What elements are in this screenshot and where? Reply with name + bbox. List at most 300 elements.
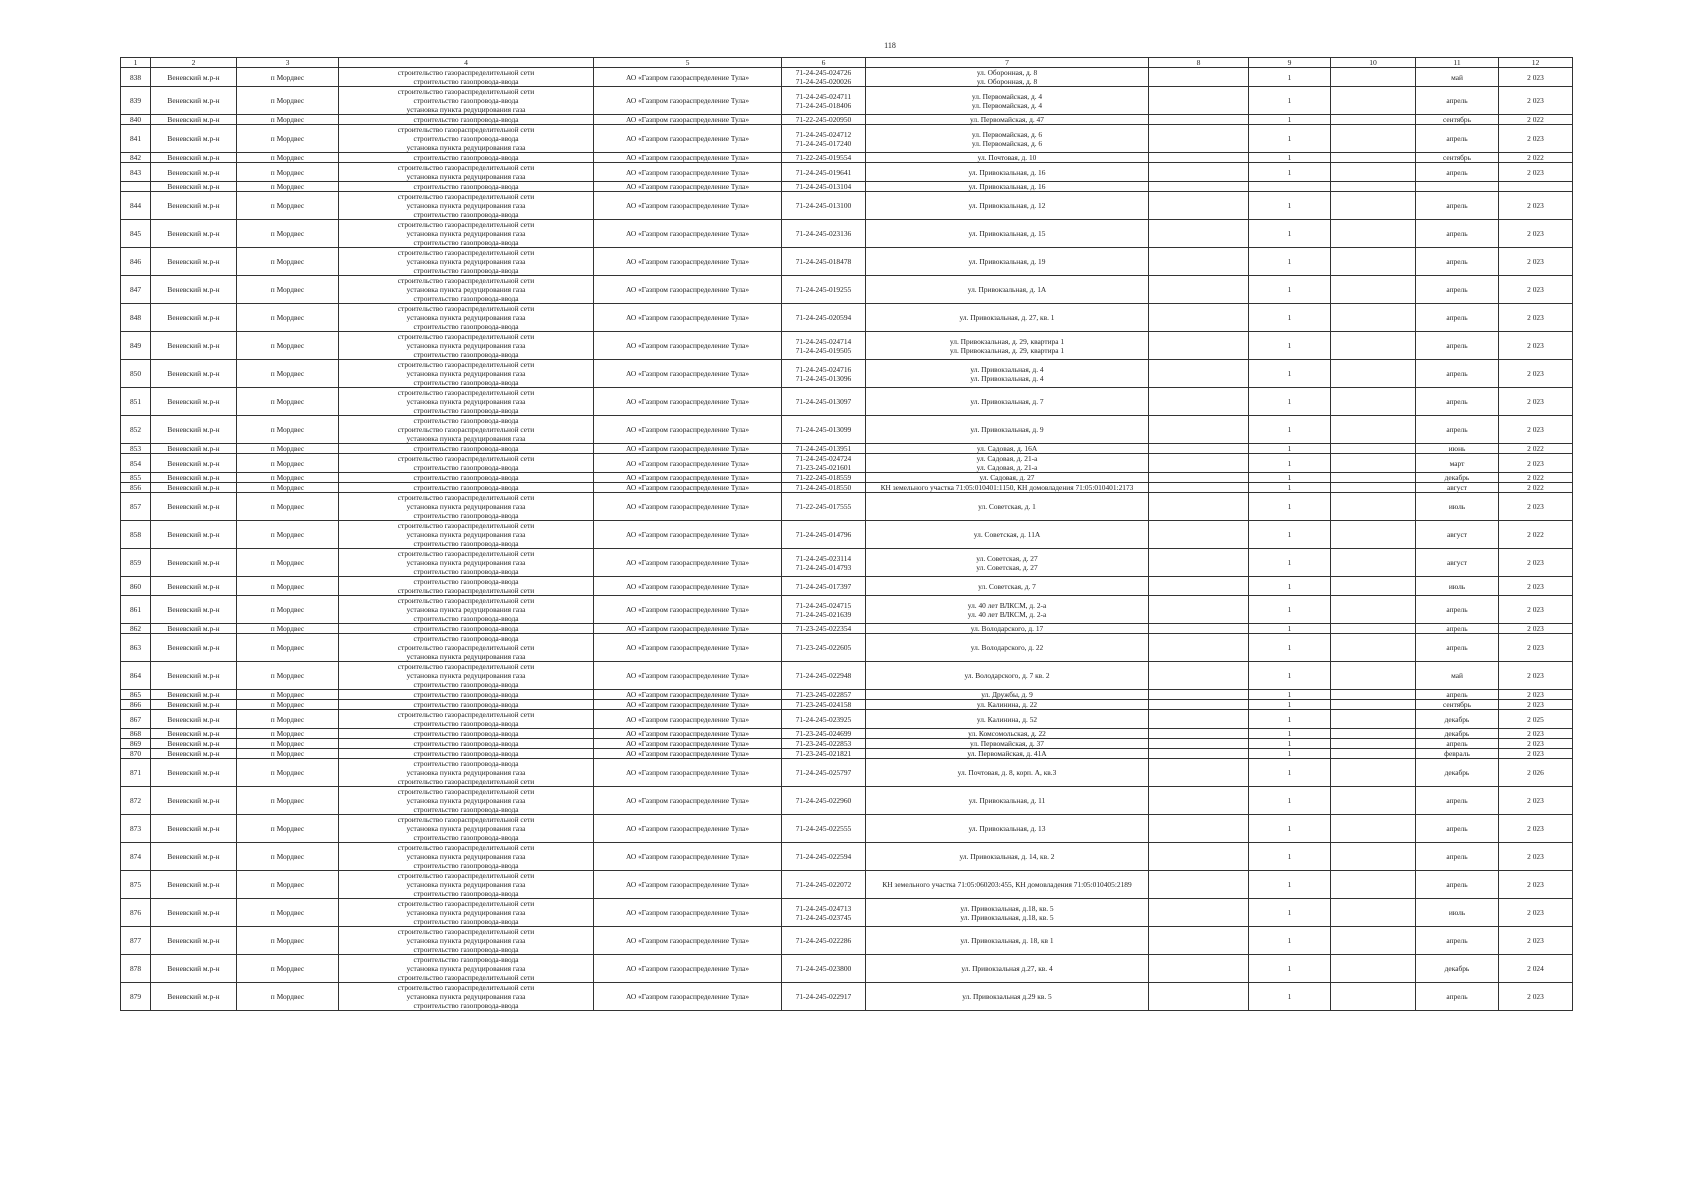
col10 <box>1331 710 1416 729</box>
code-line: 71-24-245-022286 <box>795 936 852 945</box>
work-type-line: строительство газораспределительной сети <box>397 125 535 134</box>
organization: АО «Газпром газораспределение Тула» <box>594 815 782 843</box>
district: Веневский м.р-н <box>151 787 237 815</box>
address-line: ул. Володарского, д. 17 <box>970 624 1044 633</box>
year: 2 023 <box>1499 454 1573 473</box>
table-row <box>121 634 1573 662</box>
work-type-line: строительство газораспределительной сети <box>397 87 535 96</box>
code-line: 71-24-245-018550 <box>795 483 852 492</box>
code-line: 71-22-245-020950 <box>795 115 852 124</box>
work-type <box>339 955 594 983</box>
table-row <box>121 483 1573 493</box>
district: Веневский м.р-н <box>151 87 237 115</box>
code <box>782 87 866 115</box>
code <box>782 549 866 577</box>
header-row <box>121 58 1573 68</box>
code <box>782 729 866 739</box>
work-type <box>339 125 594 153</box>
year: 2 023 <box>1499 248 1573 276</box>
organization: АО «Газпром газораспределение Тула» <box>594 634 782 662</box>
district: Веневский м.р-н <box>151 248 237 276</box>
month: апрель <box>1416 276 1499 304</box>
table-row <box>121 163 1573 182</box>
month: август <box>1416 549 1499 577</box>
work-type <box>339 304 594 332</box>
code <box>782 843 866 871</box>
locality: п Мордвес <box>237 927 339 955</box>
month: апрель <box>1416 416 1499 444</box>
col8 <box>1149 815 1249 843</box>
work-type-line: установка пункта редуцирования газа <box>406 502 526 511</box>
entry-number: 846 <box>121 248 151 276</box>
address-line: ул. Первомайская, д. 37 <box>970 739 1044 748</box>
code <box>782 759 866 787</box>
work-type-line: строительство газопровода-ввода <box>413 749 519 758</box>
locality: п Мордвес <box>237 304 339 332</box>
code-line: 71-24-245-013097 <box>795 397 852 406</box>
address <box>866 710 1149 729</box>
month: декабрь <box>1416 759 1499 787</box>
locality: п Мордвес <box>237 521 339 549</box>
count: 1 <box>1249 416 1331 444</box>
work-type-line: строительство газораспределительной сети <box>397 220 535 229</box>
col8 <box>1149 739 1249 749</box>
month: сентябрь <box>1416 153 1499 163</box>
locality: п Мордвес <box>237 634 339 662</box>
entry-number: 867 <box>121 710 151 729</box>
col8 <box>1149 787 1249 815</box>
district: Веневский м.р-н <box>151 521 237 549</box>
entry-number: 845 <box>121 220 151 248</box>
col8 <box>1149 662 1249 690</box>
year: 2 023 <box>1499 899 1573 927</box>
col8 <box>1149 843 1249 871</box>
code-line: 71-24-245-024714 <box>795 336 852 346</box>
table-row <box>121 899 1573 927</box>
locality: п Мордвес <box>237 87 339 115</box>
code <box>782 220 866 248</box>
work-type-line: строительство газопровода-ввода <box>413 680 519 689</box>
address <box>866 729 1149 739</box>
district: Веневский м.р-н <box>151 304 237 332</box>
column-header: 2 <box>151 58 237 68</box>
work-type-line: строительство газопровода-ввода <box>413 238 519 247</box>
work-type <box>339 549 594 577</box>
month: май <box>1416 68 1499 87</box>
code <box>782 710 866 729</box>
code-line: 71-24-245-014793 <box>795 562 852 572</box>
work-type-line: строительство газопровода-ввода <box>413 473 519 482</box>
col10 <box>1331 332 1416 360</box>
count: 1 <box>1249 624 1331 634</box>
entry-number: 841 <box>121 125 151 153</box>
code <box>782 153 866 163</box>
count: 1 <box>1249 787 1331 815</box>
work-type <box>339 739 594 749</box>
table-row <box>121 332 1573 360</box>
count: 1 <box>1249 444 1331 454</box>
col10 <box>1331 634 1416 662</box>
month: апрель <box>1416 596 1499 624</box>
entry-number: 871 <box>121 759 151 787</box>
district: Веневский м.р-н <box>151 483 237 493</box>
locality: п Мордвес <box>237 624 339 634</box>
count: 1 <box>1249 304 1331 332</box>
organization: АО «Газпром газораспределение Тула» <box>594 759 782 787</box>
count: 1 <box>1249 729 1331 739</box>
address-line: ул. Советская, д. 27 <box>976 562 1038 572</box>
locality: п Мордвес <box>237 182 339 192</box>
address-line: ул. Советская, д. 27 <box>976 553 1038 563</box>
month: апрель <box>1416 192 1499 220</box>
work-type-line: строительство газопровода-ввода <box>413 77 519 86</box>
work-type-line: строительство газопровода-ввода <box>413 294 519 303</box>
col8 <box>1149 125 1249 153</box>
entry-number: 844 <box>121 192 151 220</box>
code <box>782 983 866 1011</box>
col8 <box>1149 899 1249 927</box>
month: июль <box>1416 899 1499 927</box>
work-type-line: установка пункта редуцирования газа <box>406 605 526 614</box>
month: июнь <box>1416 444 1499 454</box>
entry-number: 865 <box>121 690 151 700</box>
entry-number: 858 <box>121 521 151 549</box>
district: Веневский м.р-н <box>151 690 237 700</box>
address <box>866 153 1149 163</box>
code <box>782 68 866 87</box>
work-type-line: строительство газопровода-ввода <box>413 719 519 728</box>
year: 2 025 <box>1499 710 1573 729</box>
address-line: ул. Калинина, д. 22 <box>976 700 1038 709</box>
entry-number: 839 <box>121 87 151 115</box>
work-type-line: установка пункта редуцирования газа <box>406 257 526 266</box>
entry-number: 870 <box>121 749 151 759</box>
year: 2 023 <box>1499 624 1573 634</box>
table-row <box>121 577 1573 596</box>
month: апрель <box>1416 332 1499 360</box>
work-type-line: строительство газораспределительной сети <box>397 815 535 824</box>
entry-number: 853 <box>121 444 151 454</box>
entry-number: 851 <box>121 388 151 416</box>
year: 2 023 <box>1499 787 1573 815</box>
organization: АО «Газпром газораспределение Тула» <box>594 248 782 276</box>
locality: п Мордвес <box>237 739 339 749</box>
code-line: 71-24-245-022960 <box>795 796 852 805</box>
col10 <box>1331 360 1416 388</box>
code-line: 71-24-245-013100 <box>795 201 852 210</box>
count <box>1249 182 1331 192</box>
entry-number: 848 <box>121 304 151 332</box>
work-type-line: строительство газопровода-ввода <box>413 805 519 814</box>
work-type <box>339 454 594 473</box>
code <box>782 577 866 596</box>
table-row <box>121 388 1573 416</box>
work-type-line: строительство газораспределительной сети <box>397 927 535 936</box>
year <box>1499 182 1573 192</box>
month: июль <box>1416 493 1499 521</box>
code <box>782 927 866 955</box>
table-row <box>121 182 1573 192</box>
col8 <box>1149 483 1249 493</box>
district: Веневский м.р-н <box>151 871 237 899</box>
district: Веневский м.р-н <box>151 927 237 955</box>
code <box>782 662 866 690</box>
table-row <box>121 662 1573 690</box>
address <box>866 182 1149 192</box>
address-line: ул. Привокзальная, д. 29, квартира 1 <box>949 336 1065 346</box>
district: Веневский м.р-н <box>151 153 237 163</box>
work-type-line: строительство газопровода-ввода <box>413 210 519 219</box>
locality: п Мордвес <box>237 690 339 700</box>
entry-number: 866 <box>121 700 151 710</box>
table-row <box>121 624 1573 634</box>
work-type-line: строительство газопровода-ввода <box>413 729 519 738</box>
work-type-line: строительство газопровода-ввода <box>413 577 519 586</box>
col8 <box>1149 690 1249 700</box>
entry-number: 856 <box>121 483 151 493</box>
col8 <box>1149 473 1249 483</box>
address <box>866 624 1149 634</box>
work-type <box>339 416 594 444</box>
address <box>866 787 1149 815</box>
code-line: 71-23-245-022605 <box>795 643 852 652</box>
work-type-line: строительство газопровода-ввода <box>413 700 519 709</box>
locality: п Мордвес <box>237 444 339 454</box>
work-type-line: строительство газопровода-ввода <box>413 483 519 492</box>
address-line: ул. Привокзальная, д. 1А <box>967 285 1047 294</box>
code-line: 71-24-245-013951 <box>795 444 852 453</box>
code-line: 71-24-245-018478 <box>795 257 852 266</box>
count: 1 <box>1249 871 1331 899</box>
entry-number: 861 <box>121 596 151 624</box>
count: 1 <box>1249 248 1331 276</box>
district: Веневский м.р-н <box>151 68 237 87</box>
month: апрель <box>1416 388 1499 416</box>
code-line: 71-22-245-017555 <box>795 502 852 511</box>
code-line: 71-24-245-024711 <box>795 91 852 101</box>
district: Веневский м.р-н <box>151 634 237 662</box>
col10 <box>1331 304 1416 332</box>
work-type <box>339 153 594 163</box>
col8 <box>1149 163 1249 182</box>
locality: п Мордвес <box>237 388 339 416</box>
page-number: 118 <box>884 41 896 50</box>
address <box>866 983 1149 1011</box>
table-row <box>121 700 1573 710</box>
code-line: 71-24-245-014796 <box>795 530 852 539</box>
organization: АО «Газпром газораспределение Тула» <box>594 153 782 163</box>
code <box>782 454 866 473</box>
work-type-line: строительство газораспределительной сети <box>397 777 535 786</box>
district: Веневский м.р-н <box>151 115 237 125</box>
entry-number: 877 <box>121 927 151 955</box>
address-line: ул. Первомайская, д. 6 <box>971 129 1043 139</box>
code <box>782 182 866 192</box>
address <box>866 749 1149 759</box>
work-type-line: строительство газораспределительной сети <box>397 454 535 463</box>
locality: п Мордвес <box>237 483 339 493</box>
month: апрель <box>1416 360 1499 388</box>
count: 1 <box>1249 483 1331 493</box>
col10 <box>1331 577 1416 596</box>
col8 <box>1149 596 1249 624</box>
address-line: ул. Привокзальная, д. 9 <box>970 425 1044 434</box>
address <box>866 332 1149 360</box>
work-type-line: строительство газораспределительной сети <box>397 163 535 172</box>
address <box>866 192 1149 220</box>
address-line: ул. Почтовая, д. 8, корп. А, кв.3 <box>957 768 1057 777</box>
work-type-line: строительство газораспределительной сети <box>397 586 535 595</box>
address <box>866 759 1149 787</box>
work-type-line: строительство газораспределительной сети <box>397 493 535 502</box>
work-type-line: установка пункта редуцирования газа <box>406 824 526 833</box>
col10 <box>1331 787 1416 815</box>
work-type <box>339 729 594 739</box>
district: Веневский м.р-н <box>151 710 237 729</box>
code <box>782 473 866 483</box>
entry-number: 842 <box>121 153 151 163</box>
district: Веневский м.р-н <box>151 163 237 182</box>
col10 <box>1331 276 1416 304</box>
month: апрель <box>1416 843 1499 871</box>
year: 2 023 <box>1499 843 1573 871</box>
work-type-line: установка пункта редуцирования газа <box>406 936 526 945</box>
table-row <box>121 710 1573 729</box>
work-type-line: строительство газораспределительной сети <box>397 973 535 982</box>
address <box>866 125 1149 153</box>
locality: п Мордвес <box>237 473 339 483</box>
address <box>866 473 1149 483</box>
code-line: 71-24-245-024716 <box>795 364 852 374</box>
table-row <box>121 596 1573 624</box>
address-line: ул. Первомайская, д. 4 <box>971 100 1043 110</box>
col10 <box>1331 596 1416 624</box>
address <box>866 416 1149 444</box>
organization: АО «Газпром газораспределение Тула» <box>594 483 782 493</box>
address <box>866 483 1149 493</box>
district: Веневский м.р-н <box>151 624 237 634</box>
work-type-line: установка пункта редуцирования газа <box>406 558 526 567</box>
code-line: 71-22-245-019554 <box>795 153 852 162</box>
code-line: 71-24-245-024713 <box>795 903 852 913</box>
work-type-line: строительство газораспределительной сети <box>397 332 535 341</box>
code <box>782 304 866 332</box>
locality: п Мордвес <box>237 115 339 125</box>
work-type-line: установка пункта редуцирования газа <box>406 201 526 210</box>
count: 1 <box>1249 493 1331 521</box>
month: апрель <box>1416 690 1499 700</box>
address-line: ул. 40 лет ВЛКСМ, д. 2-а <box>967 609 1047 619</box>
code <box>782 360 866 388</box>
address <box>866 596 1149 624</box>
locality: п Мордвес <box>237 710 339 729</box>
address-line: ул. Садовая, д. 27 <box>979 473 1035 482</box>
year: 2 023 <box>1499 729 1573 739</box>
entry-number: 875 <box>121 871 151 899</box>
table-row <box>121 493 1573 521</box>
code <box>782 416 866 444</box>
work-type <box>339 759 594 787</box>
address-line: ул. Оборонная, д. 8 <box>976 68 1038 77</box>
month: декабрь <box>1416 955 1499 983</box>
column-header: 1 <box>121 58 151 68</box>
address-line: ул. Советская, д. 11А <box>973 530 1041 539</box>
district: Веневский м.р-н <box>151 729 237 739</box>
work-type <box>339 493 594 521</box>
year: 2 023 <box>1499 304 1573 332</box>
work-type <box>339 115 594 125</box>
address <box>866 163 1149 182</box>
address-line: ул. Советская, д. 7 <box>978 581 1036 591</box>
work-type-line: строительство газораспределительной сети <box>397 871 535 880</box>
table-row <box>121 473 1573 483</box>
col8 <box>1149 577 1249 596</box>
work-type-line: строительство газопровода-ввода <box>413 115 519 124</box>
address <box>866 662 1149 690</box>
work-type <box>339 388 594 416</box>
work-type <box>339 521 594 549</box>
code-line: 71-23-245-022853 <box>795 739 852 748</box>
entry-number: 864 <box>121 662 151 690</box>
address-line: ул. 40 лет ВЛКСМ, д. 2-а <box>967 600 1047 610</box>
month: сентябрь <box>1416 115 1499 125</box>
district: Веневский м.р-н <box>151 276 237 304</box>
table-row <box>121 871 1573 899</box>
organization: АО «Газпром газораспределение Тула» <box>594 115 782 125</box>
month: апрель <box>1416 739 1499 749</box>
col8 <box>1149 220 1249 248</box>
col8 <box>1149 192 1249 220</box>
district: Веневский м.р-н <box>151 220 237 248</box>
work-type-line: установка пункта редуцирования газа <box>406 434 526 443</box>
code-line: 71-24-245-019505 <box>795 345 852 355</box>
month: апрель <box>1416 927 1499 955</box>
table-row <box>121 192 1573 220</box>
code-line: 71-22-245-018559 <box>795 473 852 482</box>
count: 1 <box>1249 388 1331 416</box>
count: 1 <box>1249 596 1331 624</box>
organization: АО «Газпром газораспределение Тула» <box>594 304 782 332</box>
count: 1 <box>1249 577 1331 596</box>
locality: п Мордвес <box>237 577 339 596</box>
work-type-line: строительство газораспределительной сети <box>397 643 535 652</box>
entry-number: 843 <box>121 163 151 182</box>
district: Веневский м.р-н <box>151 899 237 927</box>
col10 <box>1331 493 1416 521</box>
district: Веневский м.р-н <box>151 700 237 710</box>
work-type-line: установка пункта редуцирования газа <box>406 652 526 661</box>
work-type <box>339 815 594 843</box>
address <box>866 248 1149 276</box>
address-line: ул. Садовая, д. 16А <box>976 444 1038 453</box>
address-line: ул. Дружбы, д. 9 <box>981 690 1033 699</box>
code <box>782 493 866 521</box>
work-type-line: установка пункта редуцирования газа <box>406 964 526 973</box>
col10 <box>1331 662 1416 690</box>
work-type-line: строительство газораспределительной сети <box>397 425 535 434</box>
work-type <box>339 927 594 955</box>
year: 2 023 <box>1499 739 1573 749</box>
organization: АО «Газпром газораспределение Тула» <box>594 125 782 153</box>
entry-number: 874 <box>121 843 151 871</box>
address <box>866 871 1149 899</box>
organization: АО «Газпром газораспределение Тула» <box>594 739 782 749</box>
locality: п Мордвес <box>237 360 339 388</box>
code <box>782 815 866 843</box>
organization: АО «Газпром газораспределение Тула» <box>594 690 782 700</box>
work-type <box>339 87 594 115</box>
work-type-line: строительство газораспределительной сети <box>397 360 535 369</box>
